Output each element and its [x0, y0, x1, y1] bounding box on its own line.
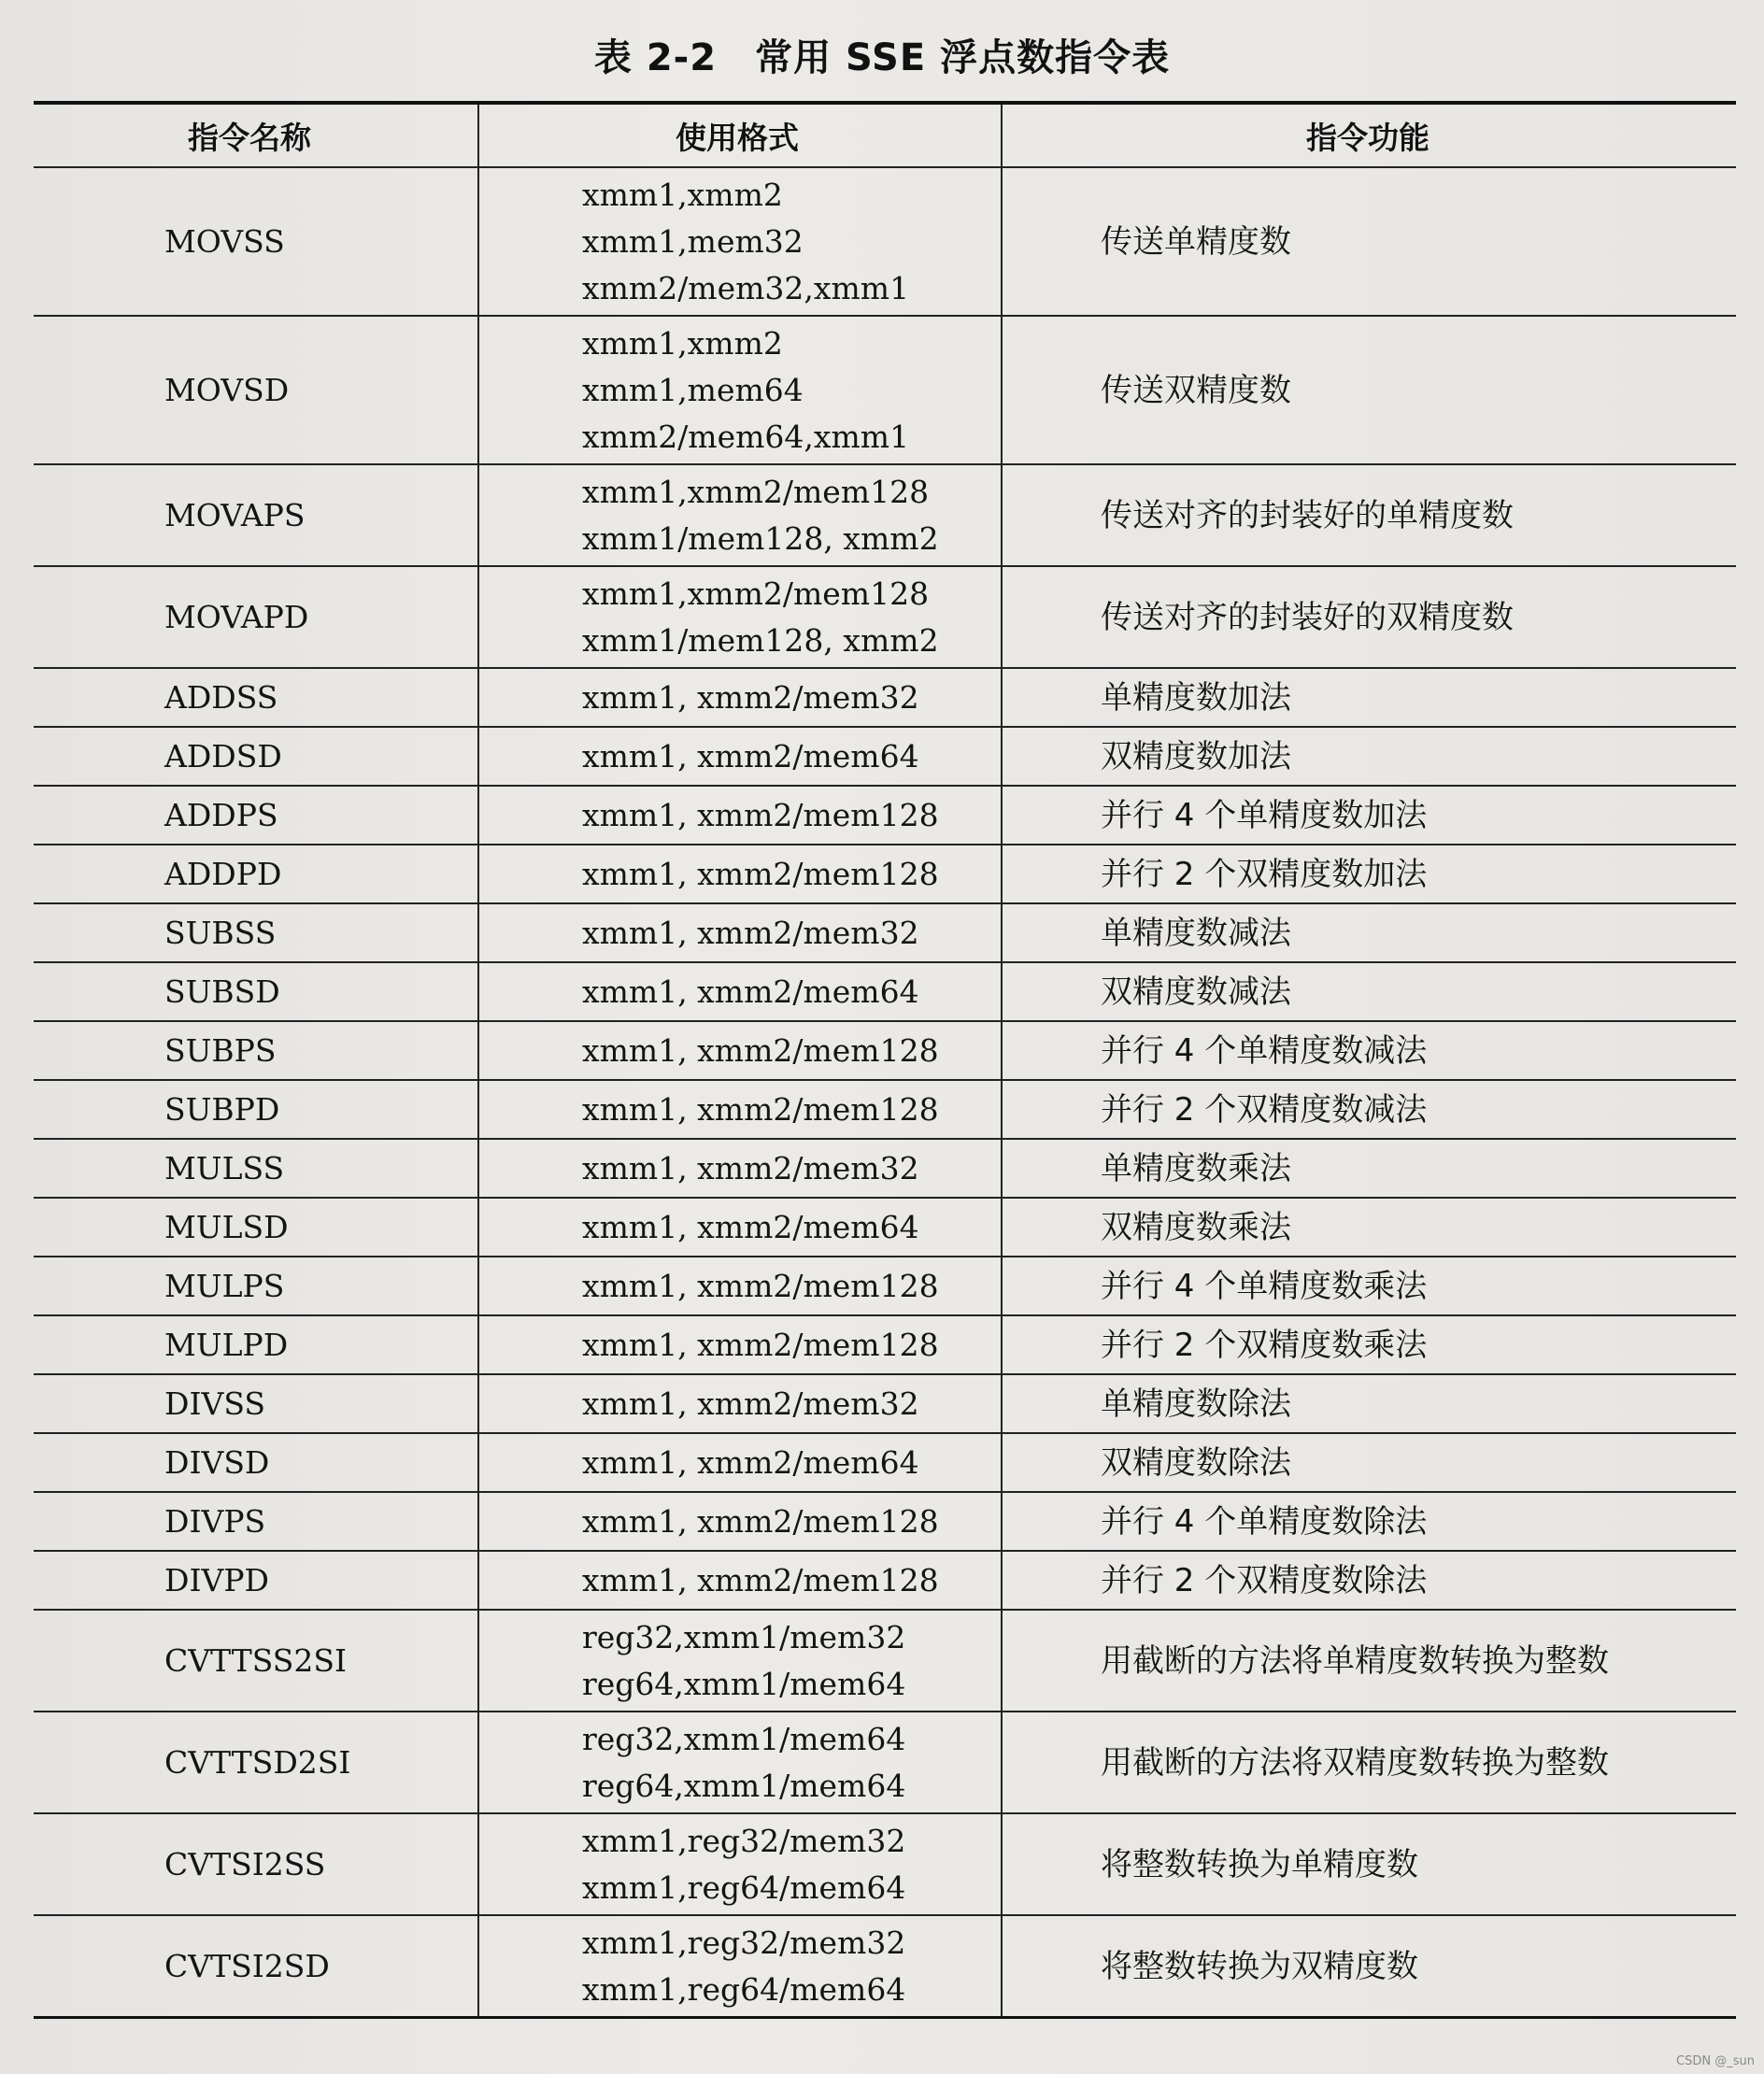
instruction-name-cell: ADDSS [34, 668, 478, 727]
instruction-function-cell: 双精度数除法 [1002, 1433, 1736, 1492]
usage-format-line: xmm1, xmm2/mem64 [582, 1443, 919, 1481]
usage-format-line: xmm1,xmm2/mem128 [582, 473, 930, 510]
sse-instruction-table-container [34, 101, 1736, 2019]
table-row [34, 1551, 1736, 1610]
instruction-function-cell: 单精度数乘法 [1002, 1139, 1736, 1198]
table-body [34, 167, 1736, 2018]
instruction-name-cell: MULPS [34, 1257, 478, 1315]
table-row [34, 1139, 1736, 1198]
usage-format-cell [478, 1551, 1002, 1610]
table-row [34, 1374, 1736, 1433]
usage-format-line: xmm1,reg64/mem64 [582, 1868, 906, 1906]
table-row [34, 1915, 1736, 2018]
usage-format-cell [478, 1080, 1002, 1139]
instruction-name-cell: MULSS [34, 1139, 478, 1198]
usage-format-cell [478, 1139, 1002, 1198]
instruction-name-cell: DIVSS [34, 1374, 478, 1433]
usage-format-line: reg64,xmm1/mem64 [582, 1767, 906, 1804]
usage-format-line: reg64,xmm1/mem64 [582, 1665, 906, 1702]
table-row [34, 668, 1736, 727]
instruction-function-cell: 将整数转换为单精度数 [1002, 1813, 1736, 1915]
usage-format-cell [478, 1610, 1002, 1712]
header-instruction-name: 指令名称 [34, 103, 478, 167]
instruction-function-cell: 并行 2 个双精度数乘法 [1002, 1315, 1736, 1374]
instruction-name-cell: MULSD [34, 1198, 478, 1257]
usage-format-line: xmm1, xmm2/mem128 [582, 1267, 939, 1304]
usage-format-cell [478, 727, 1002, 786]
usage-format-line: xmm1, xmm2/mem64 [582, 1208, 919, 1245]
instruction-function-cell: 单精度数除法 [1002, 1374, 1736, 1433]
usage-format-cell [478, 1374, 1002, 1433]
table-row [34, 1198, 1736, 1257]
usage-format-cell [478, 1813, 1002, 1915]
usage-format-cell [478, 668, 1002, 727]
usage-format-line: xmm1, xmm2/mem128 [582, 855, 939, 892]
instruction-function-cell: 传送对齐的封装好的双精度数 [1002, 566, 1736, 668]
instruction-name-cell: MOVSD [34, 316, 478, 464]
usage-format-cell [478, 316, 1002, 464]
instruction-function-cell: 单精度数减法 [1002, 903, 1736, 962]
usage-format-line: xmm1,xmm2 [582, 176, 783, 213]
usage-format-line: reg32,xmm1/mem64 [582, 1720, 906, 1757]
instruction-name-cell: MOVAPD [34, 566, 478, 668]
instruction-name-cell: CVTSI2SS [34, 1813, 478, 1915]
instruction-name-cell: MOVAPS [34, 464, 478, 566]
usage-format-cell [478, 845, 1002, 903]
instruction-name-cell: SUBPD [34, 1080, 478, 1139]
instruction-function-cell: 双精度数乘法 [1002, 1198, 1736, 1257]
table-title: 表 2-2 常用 SSE 浮点数指令表 [593, 36, 1171, 79]
instruction-name-cell: DIVPS [34, 1492, 478, 1551]
usage-format-line: xmm1,xmm2 [582, 324, 783, 362]
header-usage-format: 使用格式 [478, 103, 1002, 167]
instruction-name-cell: CVTTSS2SI [34, 1610, 478, 1712]
instruction-name-cell: SUBSD [34, 962, 478, 1021]
usage-format-cell [478, 1021, 1002, 1080]
usage-format-line: xmm1, xmm2/mem32 [582, 678, 919, 716]
instruction-function-cell: 并行 4 个单精度数加法 [1002, 786, 1736, 845]
usage-format-line: xmm1, xmm2/mem32 [582, 1149, 919, 1186]
usage-format-cell [478, 1915, 1002, 2018]
instruction-name-cell: CVTSI2SD [34, 1915, 478, 2018]
usage-format-line: xmm1,mem64 [582, 371, 804, 408]
usage-format-line: xmm1, xmm2/mem32 [582, 1385, 919, 1422]
usage-format-cell [478, 903, 1002, 962]
watermark: CSDN @_sun [1676, 2054, 1755, 2068]
instruction-function-cell: 传送双精度数 [1002, 316, 1736, 464]
usage-format-line: xmm2/mem32,xmm1 [582, 269, 910, 306]
usage-format-cell [478, 962, 1002, 1021]
usage-format-cell [478, 1433, 1002, 1492]
instruction-function-cell: 并行 2 个双精度数除法 [1002, 1551, 1736, 1610]
usage-format-line: xmm1,reg32/mem32 [582, 1924, 906, 1961]
instruction-function-cell: 双精度数加法 [1002, 727, 1736, 786]
instruction-name-cell: DIVPD [34, 1551, 478, 1610]
instruction-function-cell: 传送对齐的封装好的单精度数 [1002, 464, 1736, 566]
sse-instruction-table [34, 101, 1736, 2019]
instruction-function-cell: 并行 4 个单精度数乘法 [1002, 1257, 1736, 1315]
instruction-name-cell: MULPD [34, 1315, 478, 1374]
instruction-function-cell: 双精度数减法 [1002, 962, 1736, 1021]
usage-format-line: xmm1, xmm2/mem128 [582, 796, 939, 833]
usage-format-cell [478, 566, 1002, 668]
usage-format-line: xmm1, xmm2/mem128 [582, 1561, 939, 1598]
table-row [34, 1712, 1736, 1813]
table-row [34, 1021, 1736, 1080]
instruction-function-cell: 用截断的方法将单精度数转换为整数 [1002, 1610, 1736, 1712]
instruction-name-cell: SUBPS [34, 1021, 478, 1080]
usage-format-line: xmm1, xmm2/mem32 [582, 914, 919, 951]
instruction-name-cell: ADDSD [34, 727, 478, 786]
table-row [34, 845, 1736, 903]
instruction-function-cell: 并行 2 个双精度数减法 [1002, 1080, 1736, 1139]
usage-format-line: xmm1, xmm2/mem64 [582, 737, 919, 774]
table-row [34, 1610, 1736, 1712]
usage-format-cell [478, 786, 1002, 845]
usage-format-line: xmm1, xmm2/mem64 [582, 973, 919, 1010]
table-row [34, 727, 1736, 786]
instruction-function-cell: 并行 4 个单精度数减法 [1002, 1021, 1736, 1080]
instruction-name-cell: CVTTSD2SI [34, 1712, 478, 1813]
usage-format-cell [478, 464, 1002, 566]
table-row [34, 903, 1736, 962]
instruction-name-cell: ADDPD [34, 845, 478, 903]
instruction-name-cell: ADDPS [34, 786, 478, 845]
table-row [34, 1813, 1736, 1915]
table-header [34, 103, 1736, 167]
table-row [34, 316, 1736, 464]
usage-format-line: xmm1, xmm2/mem128 [582, 1031, 939, 1069]
usage-format-line: xmm1,mem32 [582, 222, 804, 260]
usage-format-line: reg32,xmm1/mem32 [582, 1618, 906, 1655]
instruction-function-cell: 传送单精度数 [1002, 167, 1736, 316]
usage-format-line: xmm1,xmm2/mem128 [582, 575, 930, 612]
table-row [34, 786, 1736, 845]
usage-format-line: xmm1, xmm2/mem128 [582, 1502, 939, 1540]
instruction-name-cell: DIVSD [34, 1433, 478, 1492]
usage-format-line: xmm1/mem128, xmm2 [582, 621, 939, 659]
instruction-function-cell: 单精度数加法 [1002, 668, 1736, 727]
usage-format-line: xmm1,reg64/mem64 [582, 1970, 906, 2008]
instruction-name-cell: SUBSS [34, 903, 478, 962]
usage-format-line: xmm1, xmm2/mem128 [582, 1326, 939, 1363]
usage-format-line: xmm1, xmm2/mem128 [582, 1090, 939, 1128]
usage-format-line: xmm2/mem64,xmm1 [582, 418, 910, 455]
instruction-function-cell: 并行 2 个双精度数加法 [1002, 845, 1736, 903]
instruction-function-cell: 将整数转换为双精度数 [1002, 1915, 1736, 2018]
table-row [34, 566, 1736, 668]
table-row [34, 1080, 1736, 1139]
table-row [34, 1433, 1736, 1492]
header-row [34, 103, 1736, 167]
header-instruction-function: 指令功能 [1002, 103, 1736, 167]
usage-format-cell [478, 1257, 1002, 1315]
table-row [34, 464, 1736, 566]
instruction-function-cell: 并行 4 个单精度数除法 [1002, 1492, 1736, 1551]
usage-format-line: xmm1,reg32/mem32 [582, 1822, 906, 1859]
table-row [34, 1257, 1736, 1315]
usage-format-cell [478, 1315, 1002, 1374]
table-row [34, 167, 1736, 316]
usage-format-cell [478, 1712, 1002, 1813]
usage-format-cell [478, 1198, 1002, 1257]
instruction-function-cell: 用截断的方法将双精度数转换为整数 [1002, 1712, 1736, 1813]
instruction-name-cell: MOVSS [34, 167, 478, 316]
usage-format-line: xmm1/mem128, xmm2 [582, 519, 939, 557]
table-row [34, 962, 1736, 1021]
usage-format-cell [478, 1492, 1002, 1551]
table-row [34, 1492, 1736, 1551]
usage-format-cell [478, 167, 1002, 316]
table-row [34, 1315, 1736, 1374]
